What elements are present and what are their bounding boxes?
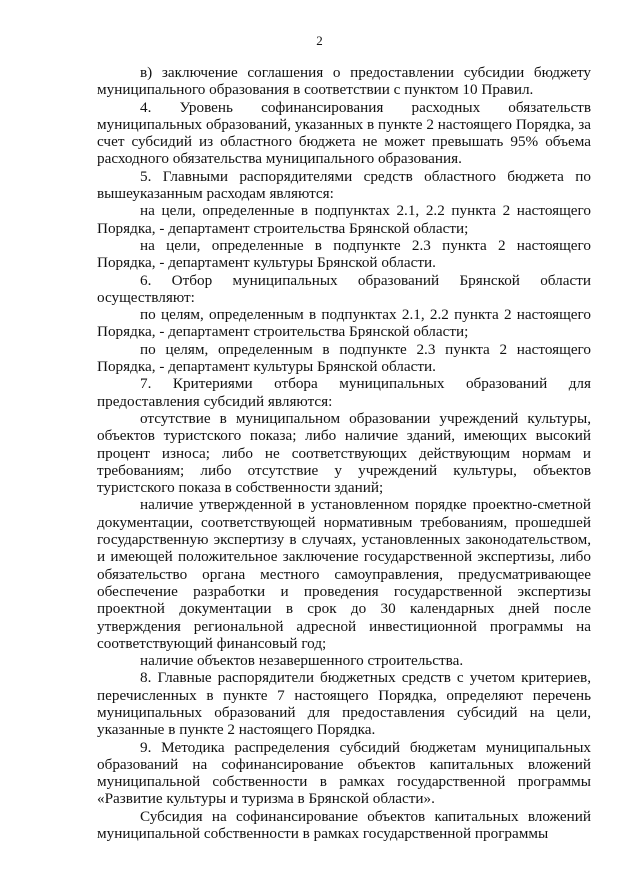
paragraph-5-culture-department: на цели, определенные в подпункте 2.3 пункта 2 настоящего Порядка, - департамент культуры Брянской области.: [97, 236, 591, 272]
paragraph-6-construction-department: по целям, определенным в подпунктах 2.1, 2.2 пункта 2 настоящего Порядка, - департамент строительства Брянской области;: [97, 306, 591, 341]
paragraph-9-methodology: 9. Методика распределения субсидий бюджетам муниципальных образований на софинансирование объектов капитальных вложений муниципальной собственности в рамках государственной программы «Развитие культуры и туризма в Брянской области».: [97, 738, 591, 808]
paragraph-5-construction-department: на цели, определенные в подпунктах 2.1, 2.2 пункта 2 настоящего Порядка, - департамент строительства Брянской области;: [97, 202, 591, 237]
paragraph-subsidy: Субсидия на софинансирование объектов капитальных вложений муниципальной собственности в рамках государственной программы: [97, 807, 591, 843]
paragraph-4-cofinancing-level: 4. Уровень софинансирования расходных обязательств муниципальных образований, указанных в пункте 2 настоящего Порядка, за счет субсидий из областного бюджета не может превышать 95% объема расходного обязательства муниципального образования.: [97, 98, 591, 168]
paragraph-7-criterion-absence: отсутствие в муниципальном образовании учреждений культуры, объектов туристского показа; либо наличие зданий, имеющих высокий процент износа; либо не соответствующих действующим нормам и требованиям; либо отсутствие у учреждений культуры, объектов туристского показа в собственности зданий;: [97, 409, 591, 497]
paragraph-6-culture-department: по целям, определенным в подпункте 2.3 пункта 2 настоящего Порядка, - департамент культуры Брянской области.: [97, 340, 591, 376]
paragraph-6-selection: 6. Отбор муниципальных образований Брянской области осуществляют:: [97, 271, 591, 306]
paragraph-7-criteria: 7. Критериями отбора муниципальных образований для предоставления субсидий являются:: [97, 375, 591, 410]
document-body: [97, 64, 591, 842]
paragraph-8-list: 8. Главные распорядители бюджетных средств с учетом критериев, перечисленных в пункте 7 настоящего Порядка, определяют перечень муниципальных образований для предоставления субсидий на цели, указанные в пункте 2 настоящего Порядка.: [97, 669, 591, 739]
paragraph-3v-agreement: в) заключение соглашения о предоставлении субсидии бюджету муниципального образования в соответствии с пунктом 10 Правил.: [97, 64, 591, 99]
paragraph-7-criterion-documentation: наличие утвержденной в установленном порядке проектно-сметной документации, соответствующей нормативным требованиям, прошедшей государственную экспертизу в случаях, установленных законодательством, и имеющей положительное заключение государственной экспертизы, либо обязательство органа местного самоуправления, предусматривающее обеспечение разработки и проведения государственной экспертизы проектной документации в срок до 30 календарных дней после утверждения региональной адресной инвестиционной программы на соответствующий финансовый год;: [97, 496, 591, 652]
paragraph-5-main-managers: 5. Главными распорядителями средств областного бюджета по вышеуказанным расходам являются:: [97, 167, 591, 203]
page-number: 2: [316, 33, 323, 48]
paragraph-7-criterion-unfinished: наличие объектов незавершенного строительства.: [140, 652, 464, 670]
